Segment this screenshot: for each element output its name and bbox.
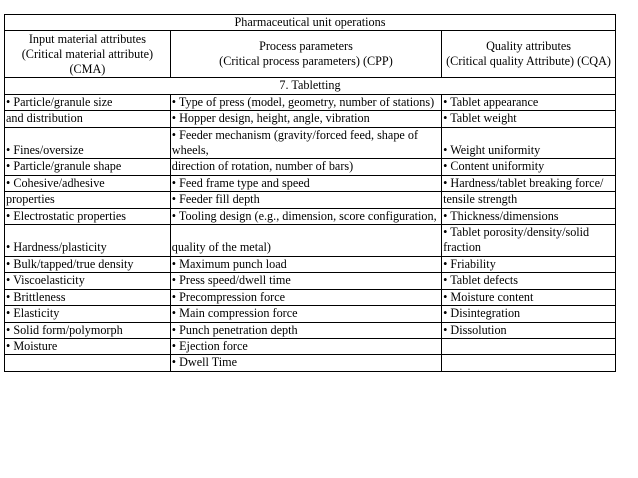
cpp-cell: • Dwell Time (170, 355, 441, 371)
cma-cell: • Cohesive/adhesive (5, 175, 171, 191)
cqa-cell: • Tablet defects (442, 273, 616, 289)
table-row (5, 159, 616, 175)
cpp-cell: • Type of press (model, geometry, number of stations) (170, 94, 441, 110)
cma-cell: • Electrostatic properties (5, 208, 171, 224)
cma-cell: • Hardness/plasticity (5, 225, 171, 257)
cpp-cell: direction of rotation, number of bars) (170, 159, 441, 175)
table-row (5, 289, 616, 305)
table-row (5, 225, 616, 257)
cpp-cell: • Hopper design, height, angle, vibration (170, 111, 441, 127)
cma-cell: and distribution (5, 111, 171, 127)
cpp-cell: • Maximum punch load (170, 256, 441, 272)
cma-cell: • Particle/granule size (5, 94, 171, 110)
cma-cell: • Particle/granule shape (5, 159, 171, 175)
cqa-cell: • Thickness/dimensions (442, 208, 616, 224)
header-cpp-line-1: Process parameters (259, 39, 353, 54)
table-row (5, 127, 616, 159)
cma-cell: • Elasticity (5, 306, 171, 322)
cqa-cell: • Friability (442, 256, 616, 272)
cpp-cell: quality of the metal) (170, 225, 441, 257)
cqa-cell: • Tablet appearance (442, 94, 616, 110)
header-cpp-line-2: (Critical process parameters) (CPP) (219, 54, 393, 69)
cqa-cell (442, 355, 616, 371)
header-cqa-line-1: Quality attributes (486, 39, 572, 54)
cma-cell (5, 355, 171, 371)
table-row (5, 175, 616, 191)
table-row (5, 208, 616, 224)
cpp-cell: • Ejection force (170, 338, 441, 354)
cpp-cell: • Tooling design (e.g., dimension, score configuration, (170, 208, 441, 224)
header-cma-line-2: (Critical material attribute) (21, 46, 154, 61)
cqa-cell: • Hardness/tablet breaking force/ (442, 175, 616, 191)
cma-cell: • Solid form/polymorph (5, 322, 171, 338)
table-row (5, 338, 616, 354)
table-row (5, 355, 616, 371)
section-row (5, 78, 616, 94)
cpp-cell: • Feeder mechanism (gravity/forced feed, shape of wheels, (170, 127, 441, 159)
table-row (5, 94, 616, 110)
section-title: 7. Tabletting (5, 78, 616, 94)
table-row (5, 256, 616, 272)
header-row (5, 31, 616, 78)
cqa-cell: • Tablet porosity/density/solid fraction (442, 225, 616, 257)
cqa-cell: • Moisture content (442, 289, 616, 305)
cma-cell: • Brittleness (5, 289, 171, 305)
table-row (5, 306, 616, 322)
table-row (5, 111, 616, 127)
cpp-cell: • Punch penetration depth (170, 322, 441, 338)
cpp-cell: • Feed frame type and speed (170, 175, 441, 191)
cma-cell: • Fines/oversize (5, 127, 171, 159)
table-row (5, 192, 616, 208)
header-cma (5, 31, 171, 78)
cpp-cell: • Feeder fill depth (170, 192, 441, 208)
cpp-cell: • Press speed/dwell time (170, 273, 441, 289)
cqa-cell: • Content uniformity (442, 159, 616, 175)
unit-operations-table (4, 14, 616, 372)
cqa-cell: • Disintegration (442, 306, 616, 322)
header-cpp (170, 31, 441, 78)
header-cma-line-1: Input material attributes (28, 31, 146, 46)
table-title: Pharmaceutical unit operations (5, 15, 616, 31)
cma-cell: • Moisture (5, 338, 171, 354)
table-row (5, 322, 616, 338)
cqa-cell (442, 338, 616, 354)
cqa-cell: • Weight uniformity (442, 127, 616, 159)
cma-cell: • Viscoelasticity (5, 273, 171, 289)
cqa-cell: tensile strength (442, 192, 616, 208)
cpp-cell: • Main compression force (170, 306, 441, 322)
header-cqa (442, 31, 616, 78)
title-row (5, 15, 616, 31)
cma-cell: properties (5, 192, 171, 208)
cma-cell: • Bulk/tapped/true density (5, 256, 171, 272)
cqa-cell: • Tablet weight (442, 111, 616, 127)
cpp-cell: • Precompression force (170, 289, 441, 305)
table-row (5, 273, 616, 289)
header-cqa-line-2: (Critical quality Attribute) (CQA) (446, 54, 611, 69)
header-cma-line-3: (CMA) (69, 61, 106, 76)
table-container (4, 14, 616, 372)
cqa-cell: • Dissolution (442, 322, 616, 338)
